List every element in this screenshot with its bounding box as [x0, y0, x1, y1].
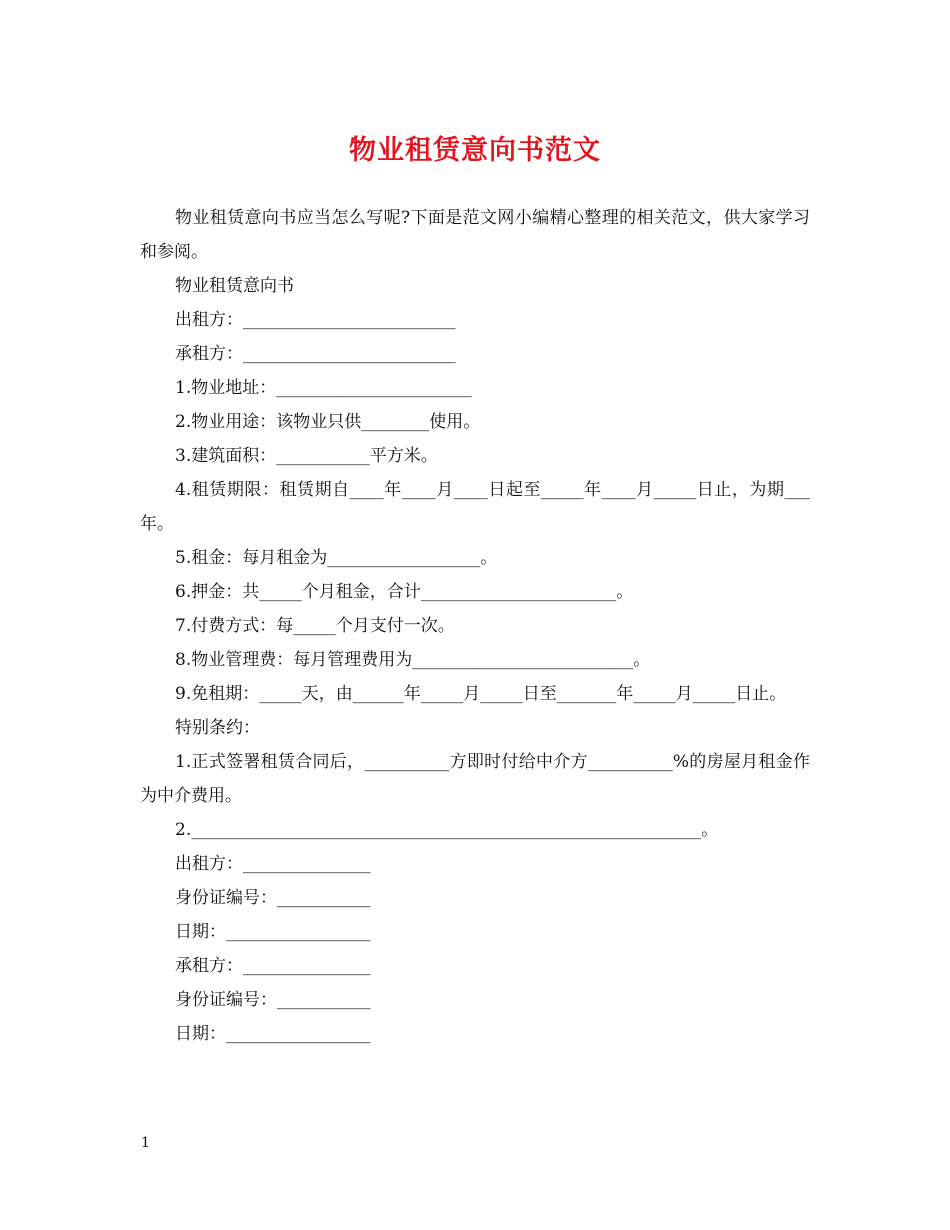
signature-lessee-id: 身份证编号：___________ — [175, 990, 371, 1010]
clause-payment: 7.付费方式：每_____个月支付一次。 — [175, 616, 455, 636]
page-number: 1 — [141, 1135, 150, 1151]
intro-paragraph: 物业租赁意向书应当怎么写呢?下面是范文网小编精心整理的相关范文，供大家学习和参阅。 — [140, 208, 810, 262]
document-title: 物业租赁意向书范文 — [349, 135, 601, 166]
signature-lessor: 出租方：_______________ — [175, 854, 371, 874]
clause-rent-free: 9.免租期：_____天，由______年_____月_____日至_______年_____月_____日止。 — [175, 684, 787, 704]
signature-lessor-date: 日期：_________________ — [175, 922, 371, 942]
clause-address: 1.物业地址：_______________________ — [175, 378, 472, 398]
special-terms-heading: 特别条约： — [175, 718, 260, 738]
clause-usage: 2.物业用途：该物业只供________使用。 — [175, 412, 481, 432]
signature-lessor-id: 身份证编号：___________ — [175, 888, 371, 908]
clause-area: 3.建筑面积：___________平方米。 — [175, 446, 438, 466]
signature-lessee: 承租方：_______________ — [175, 956, 371, 976]
section-heading: 物业租赁意向书 — [175, 276, 294, 296]
field-lessee: 承租方：_________________________ — [175, 344, 456, 364]
clause-rent: 5.租金：每月租金为__________________。 — [175, 548, 498, 568]
signature-lessee-date: 日期：_________________ — [175, 1024, 371, 1044]
special-term-1: 1.正式签署租赁合同后，__________方即时付给中介方__________%的房屋月租金作为中介费用。 — [140, 752, 810, 806]
clause-term: 4.租赁期限：租赁期自____年____月____日起至_____年____月_____日止，为期___年。 — [140, 480, 810, 534]
clause-management-fee: 8.物业管理费：每月管理费用为__________________________。 — [175, 650, 651, 670]
document-body — [140, 201, 810, 1051]
field-lessor: 出租方：_________________________ — [175, 310, 456, 330]
special-term-2: 2.____________________________________________________________。 — [175, 820, 719, 840]
clause-deposit: 6.押金：共_____个月租金，合计_______________________。 — [175, 582, 634, 602]
